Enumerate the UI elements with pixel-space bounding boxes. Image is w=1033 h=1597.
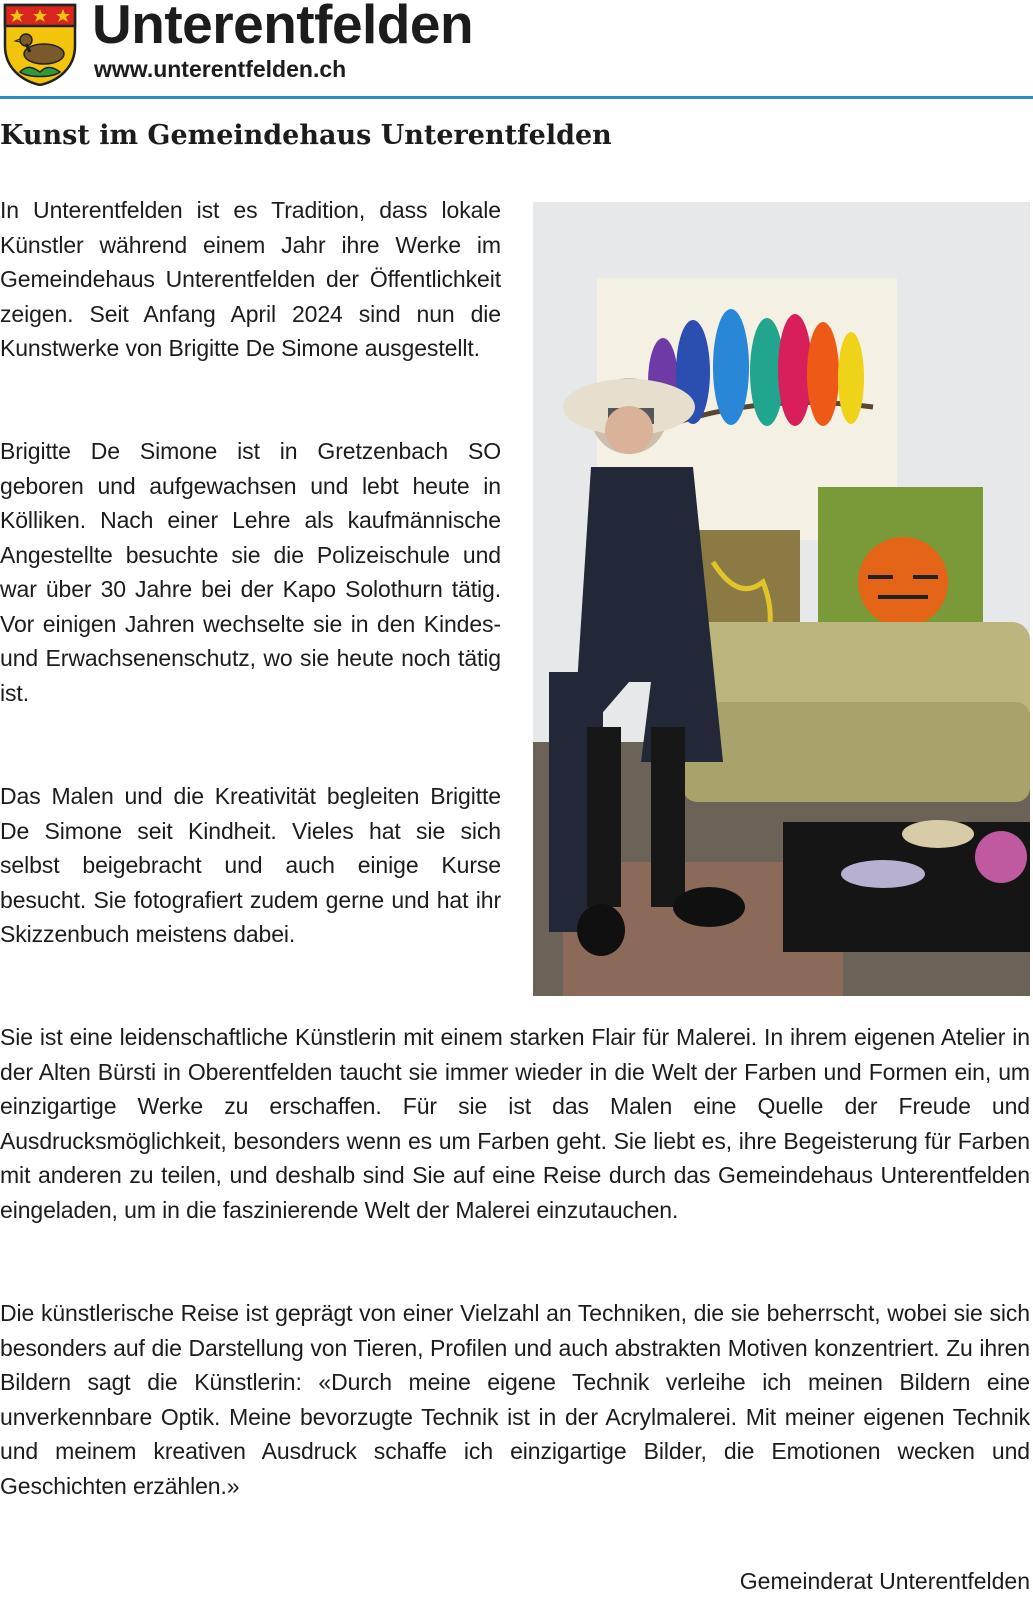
article-headline: Kunst im Gemeindehaus Unterentfelden	[0, 120, 612, 151]
website-link[interactable]: www.unterentfelden.ch	[94, 56, 347, 82]
paragraph-creativity: Das Malen und die Kreativität begleiten Brigitte De Simone seit Kindheit. Vieles hat sie sich selbst beigebracht und auch einige Kurse besucht. Sie fotografiert zudem gerne und hat ihr Skizzenbuch meistens dabei.	[0, 783, 501, 947]
paragraph-intro: In Unterentfelden ist es Tradition, dass lokale Künstler während einem Jahr ihre Werke im Gemeindehaus Unterentfelden der Öffentlichkeit zeigen. Seit Anfang April 2024 sind nun die Kunstwerke von Brigitte De Simone ausgestellt.	[0, 197, 501, 361]
municipality-name: Unterentfelden	[92, 0, 474, 55]
article-signature: Gemeinderat Unterentfelden	[739, 1568, 1030, 1594]
paragraph-passion: Sie ist eine leidenschaftliche Künstlerin mit einem starken Flair für Malerei. In ihrem eigenen Atelier in der Alten Bürsti in Oberentfelden taucht sie immer wieder in die Welt der Farben und Formen ein, um einzigartige Werke zu erschaffen. Für sie ist das Malen eine Quelle der Freude und Ausdrucksmöglichkeit, besonders wenn es um Farben geht. Sie liebt es, ihre Begeisterung für Farben mit anderen zu teilen, und deshalb sind Sie auf eine Reise durch das Gemeindehaus Unterentfelden eingeladen, um in die faszinierende Welt der Malerei einzutauchen.	[0, 1024, 1030, 1223]
page-header	[0, 0, 1033, 98]
paragraph-biography: Brigitte De Simone ist in Gretzenbach SO geboren und aufgewachsen und lebt heute in Kölliken. Nach einer Lehre als kaufmännische Angestellte besuchte sie die Polizeischule und war über 30 Jahre bei der Kapo Solothurn tätig. Vor einigen Jahren wechselte sie in den Kindes- und Erwachsenenschutz, wo sie heute noch tätig ist.	[0, 438, 501, 706]
artist-photo	[533, 202, 1030, 996]
paragraph-techniques: Die künstlerische Reise ist geprägt von einer Vielzahl an Techniken, die sie beherrscht, wobei sie sich besonders auf die Darstellung von Tieren, Profilen und auch abstrakten Motiven konzentriert. Zu ihren Bildern sagt die Künstlerin: «Durch meine eigene Technik verleihe ich meinen Bildern eine unverkennbare Optik. Meine bevorzugte Technik ist in der Acrylmalerei. Mit meiner eigenen Technik und meinem kreativen Ausdruck schaffe ich einzigartige Bilder, die Emotionen wecken und Geschichten erzählen.»	[0, 1300, 1030, 1499]
coat-of-arms-duck-icon	[2, 2, 78, 86]
header-divider	[0, 96, 1033, 99]
